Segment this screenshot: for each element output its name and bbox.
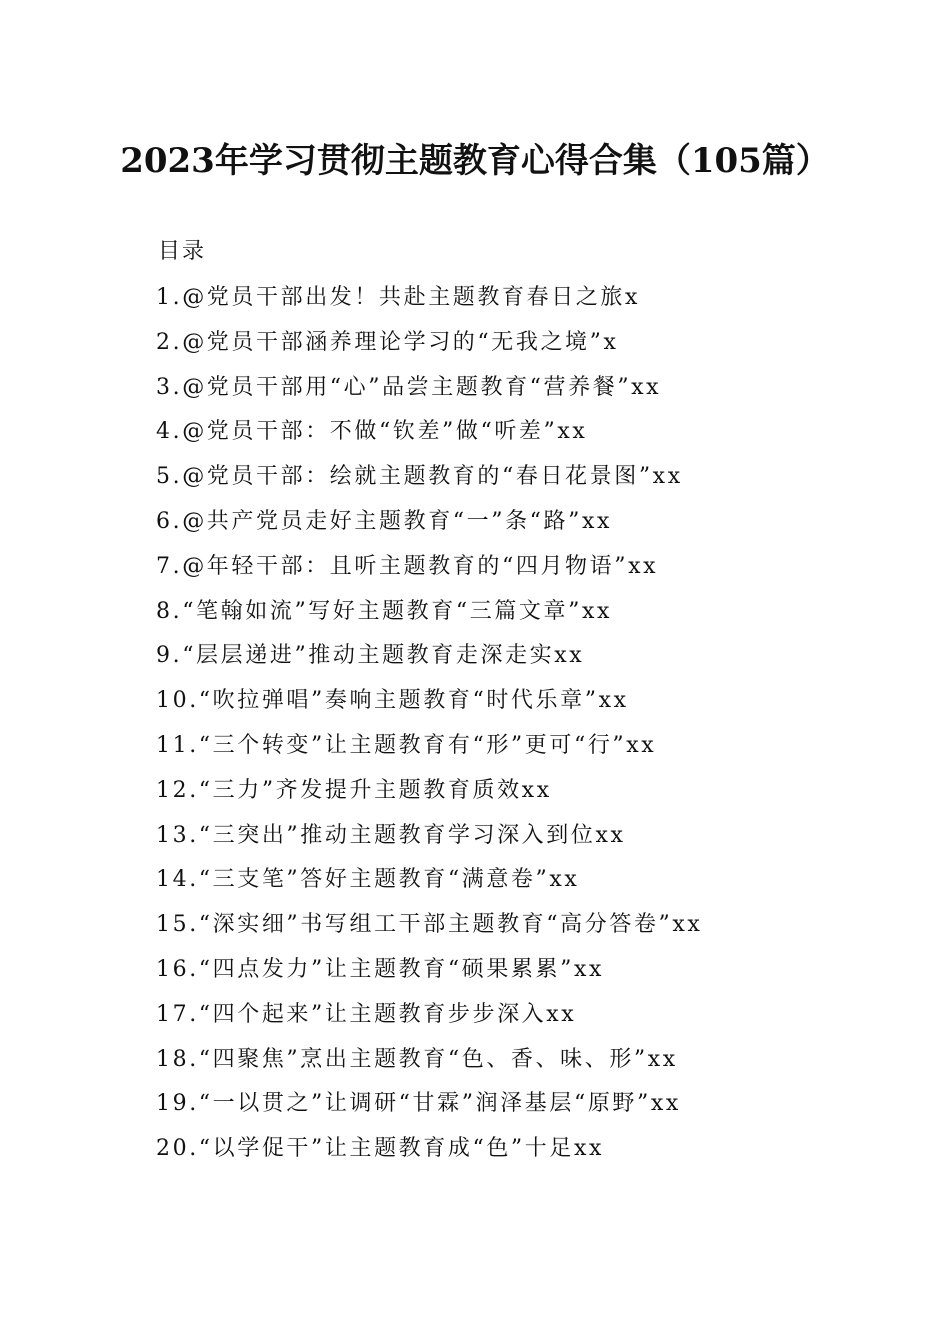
toc-item-10: 10.“吹拉弹唱”奏响主题教育“时代乐章”xx [156, 688, 629, 714]
toc-heading: 目录 [158, 239, 207, 264]
toc-item-8: 8.“笔翰如流”写好主题教育“三篇文章”xx [156, 598, 612, 624]
toc-item-2: 2.@党员干部涵养理论学习的“无我之境”x [156, 329, 619, 355]
toc-item-9: 9.“层层递进”推动主题教育走深走实xx [156, 643, 585, 669]
toc-list [156, 276, 702, 1172]
toc-item-3: 3.@党员干部用“心”品尝主题教育“营养餐”xx [156, 374, 662, 400]
toc-item-13: 13.“三突出”推动主题教育学习深入到位xx [156, 822, 626, 848]
toc-item-16: 16.“四点发力”让主题教育“硕果累累”xx [156, 956, 604, 982]
toc-item-14: 14.“三支笔”答好主题教育“满意卷”xx [156, 867, 580, 893]
toc-item-19: 19.“一以贯之”让调研“甘霖”润泽基层“原野”xx [156, 1091, 681, 1117]
toc-item-15: 15.“深实细”书写组工干部主题教育“高分答卷”xx [156, 912, 703, 938]
toc-item-5: 5.@党员干部：绘就主题教育的“春日花景图”xx [156, 464, 683, 490]
toc-item-11: 11.“三个转变”让主题教育有“形”更可“行”xx [156, 732, 657, 758]
toc-item-7: 7.@年轻干部：且听主题教育的“四月物语”xx [156, 553, 659, 579]
toc-item-6: 6.@共产党员走好主题教育“一”条“路”xx [156, 508, 612, 534]
toc-item-1: 1.@党员干部出发！共赴主题教育春日之旅x [156, 285, 640, 310]
toc-item-20: 20.“以学促干”让主题教育成“色”十足xx [156, 1136, 604, 1162]
document-title: 2023年学习贯彻主题教育心得合集（105篇） [120, 141, 830, 181]
toc-item-18: 18.“四聚焦”烹出主题教育“色、香、味、形”xx [156, 1046, 678, 1072]
toc-item-17: 17.“四个起来”让主题教育步步深入xx [156, 1001, 577, 1027]
toc-item-4: 4.@党员干部：不做“钦差”做“听差”xx [156, 419, 588, 445]
toc-item-12: 12.“三力”齐发提升主题教育质效xx [156, 777, 552, 803]
